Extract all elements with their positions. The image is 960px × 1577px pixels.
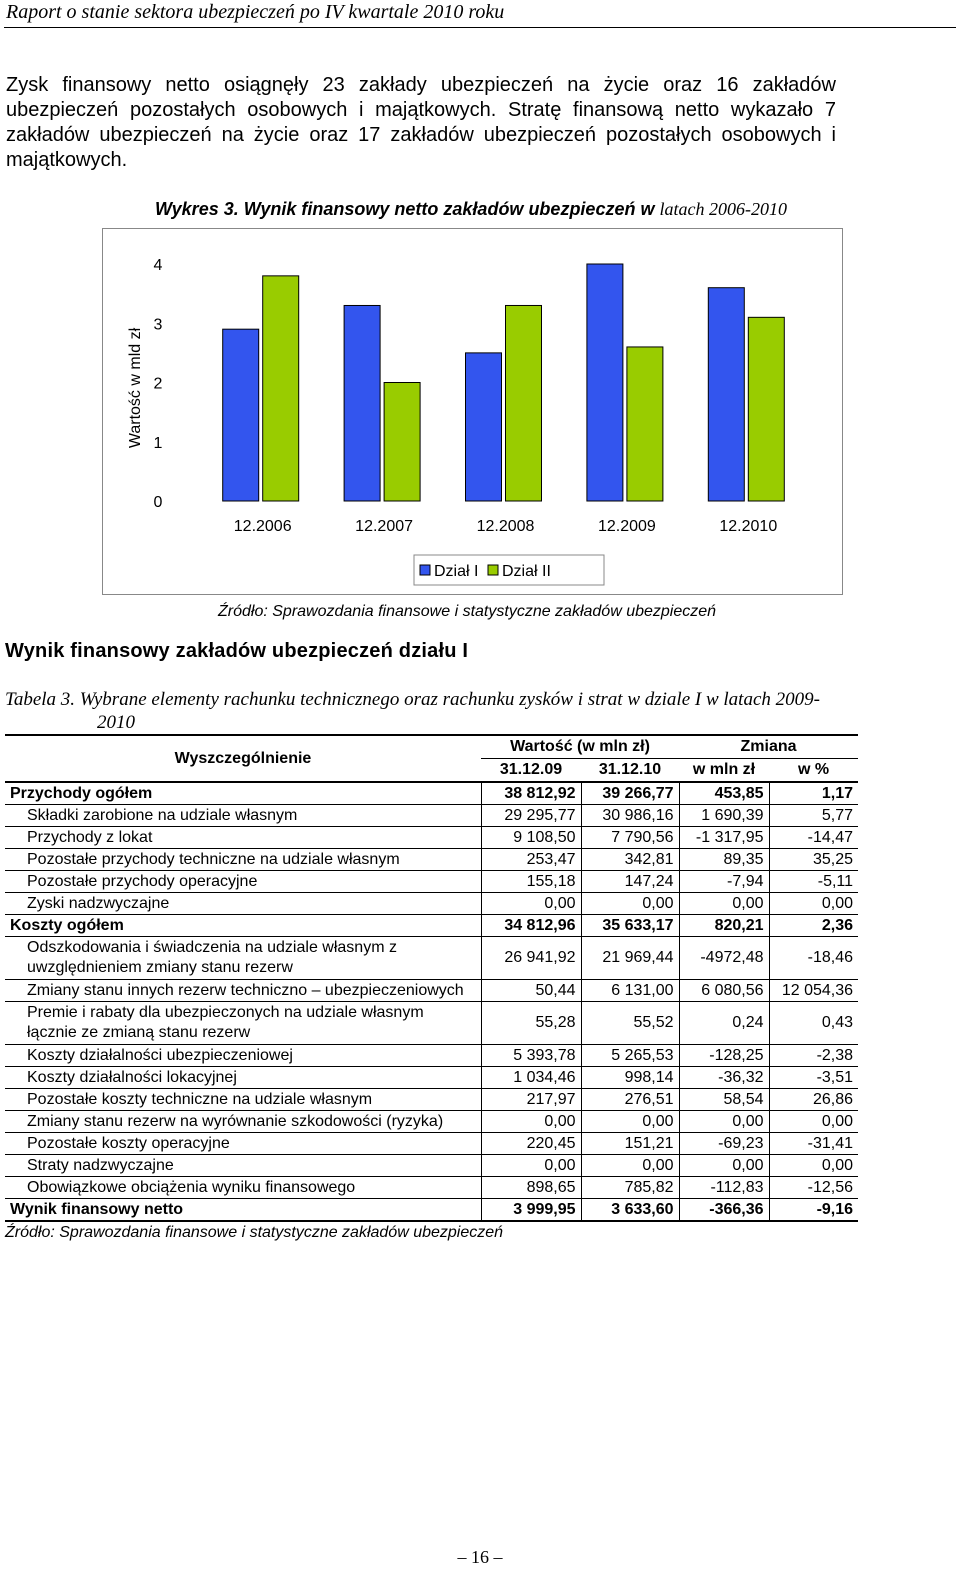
header-col3: w mln zł: [679, 759, 769, 783]
cell-change-mln: 6 080,56: [679, 980, 769, 1002]
cell-change-pct: 2,36: [769, 915, 858, 937]
cell-2010: 0,00: [581, 893, 679, 915]
table-row: [5, 937, 858, 980]
cell-change-mln: -366,36: [679, 1199, 769, 1222]
cell-2010: 30 986,16: [581, 805, 679, 827]
cell-2009: 5 393,78: [481, 1045, 581, 1067]
cell-change-pct: 0,00: [769, 1111, 858, 1133]
financial-table: [5, 734, 858, 1222]
cell-change-pct: 0,00: [769, 893, 858, 915]
table-header-row: [5, 735, 858, 759]
bar-dzial-2: [506, 305, 542, 501]
cell-2009: 898,65: [481, 1177, 581, 1199]
bar-dzial-1: [587, 264, 623, 501]
bar-dzial-1: [223, 329, 259, 501]
cell-change-mln: 89,35: [679, 849, 769, 871]
cell-2010: 0,00: [581, 1155, 679, 1177]
page-number: – 16 –: [457, 1547, 503, 1567]
cell-change-pct: 0,43: [769, 1002, 858, 1045]
bar-dzial-2: [384, 383, 420, 502]
x-tick-label: 12.2006: [233, 518, 292, 535]
bar-dzial-1: [466, 353, 502, 501]
row-label: Premie i rabaty dla ubezpieczonych na udziale własnym łącznie ze zmianą stanu rezerw: [5, 1002, 481, 1045]
table-row: [5, 980, 858, 1002]
cell-change-pct: 12 054,36: [769, 980, 858, 1002]
cell-change-mln: 820,21: [679, 915, 769, 937]
y-tick-label: 4: [153, 257, 163, 274]
cell-change-pct: -3,51: [769, 1067, 858, 1089]
cell-change-pct: -9,16: [769, 1199, 858, 1222]
table-caption: [5, 688, 925, 734]
table-caption-line1: Tabela 3. Wybrane elementy rachunku technicznego oraz rachunku zysków i strat w dziale I w latach 2009-: [5, 689, 820, 710]
x-tick-label: 12.2010: [719, 518, 778, 535]
cell-change-pct: 35,25: [769, 849, 858, 871]
cell-change-pct: -18,46: [769, 937, 858, 980]
cell-2009: 220,45: [481, 1133, 581, 1155]
table-row: [5, 1133, 858, 1155]
row-label: Obowiązkowe obciążenia wyniku finansowego: [5, 1177, 481, 1199]
row-label: Koszty ogółem: [5, 915, 481, 937]
row-label: Pozostałe koszty operacyjne: [5, 1133, 481, 1155]
cell-change-mln: 58,54: [679, 1089, 769, 1111]
cell-2009: 0,00: [481, 1155, 581, 1177]
table-row: [5, 1089, 858, 1111]
table-row: [5, 827, 858, 849]
row-label: Składki zarobione na udziale własnym: [5, 805, 481, 827]
table-row: [5, 782, 858, 805]
cell-change-mln: 453,85: [679, 782, 769, 805]
row-label: Pozostałe koszty techniczne na udziale własnym: [5, 1089, 481, 1111]
cell-change-mln: -4972,48: [679, 937, 769, 980]
row-label: Koszty działalności ubezpieczeniowej: [5, 1045, 481, 1067]
cell-change-mln: -36,32: [679, 1067, 769, 1089]
x-tick-label: 12.2007: [355, 518, 414, 535]
legend-label: Dział II: [502, 563, 551, 580]
bar-dzial-1: [708, 288, 744, 501]
table-row: [5, 915, 858, 937]
header-col1: 31.12.09: [481, 759, 581, 783]
row-label: Zmiany stanu innych rezerw techniczno – ubezpieczeniowych: [5, 980, 481, 1002]
header-col4: w %: [769, 759, 858, 783]
table-caption-line2: 2010: [97, 712, 135, 733]
cell-change-pct: 1,17: [769, 782, 858, 805]
cell-change-mln: -7,94: [679, 871, 769, 893]
chart-caption-suffix: latach 2006-2010: [659, 199, 787, 219]
x-tick-label: 12.2009: [597, 518, 656, 535]
bar-chart: [102, 228, 844, 596]
table-row: [5, 871, 858, 893]
cell-2010: 151,21: [581, 1133, 679, 1155]
cell-change-mln: -1 317,95: [679, 827, 769, 849]
row-label: Pozostałe przychody operacyjne: [5, 871, 481, 893]
cell-2010: 3 633,60: [581, 1199, 679, 1222]
cell-2010: 39 266,77: [581, 782, 679, 805]
table-row: [5, 805, 858, 827]
row-label: Zmiany stanu rezerw na wyrównanie szkodowości (ryzyka): [5, 1111, 481, 1133]
cell-2010: 5 265,53: [581, 1045, 679, 1067]
cell-2009: 155,18: [481, 871, 581, 893]
table-row: [5, 1111, 858, 1133]
cell-2009: 50,44: [481, 980, 581, 1002]
row-label: Wynik finansowy netto: [5, 1199, 481, 1222]
y-tick-label: 3: [153, 316, 163, 334]
running-header: Raport o stanie sektora ubezpieczeń po IV kwartale 2010 roku: [6, 1, 505, 23]
cell-2009: 34 812,96: [481, 915, 581, 937]
cell-change-pct: 0,00: [769, 1155, 858, 1177]
row-label: Przychody z lokat: [5, 827, 481, 849]
cell-change-pct: -31,41: [769, 1133, 858, 1155]
cell-change-mln: -128,25: [679, 1045, 769, 1067]
legend-swatch: [420, 565, 430, 575]
header-spec: Wyszczególnienie: [5, 735, 481, 782]
y-tick-label: 1: [153, 434, 163, 452]
cell-2009: 0,00: [481, 893, 581, 915]
cell-2009: 9 108,50: [481, 827, 581, 849]
cell-2010: 35 633,17: [581, 915, 679, 937]
table-row: [5, 1067, 858, 1089]
cell-change-mln: -69,23: [679, 1133, 769, 1155]
header-rule: [4, 27, 956, 28]
x-tick-label: 12.2008: [476, 518, 535, 535]
cell-2010: 7 790,56: [581, 827, 679, 849]
cell-2010: 785,82: [581, 1177, 679, 1199]
row-label: Straty nadzwyczajne: [5, 1155, 481, 1177]
cell-2010: 55,52: [581, 1002, 679, 1045]
cell-change-mln: 0,24: [679, 1002, 769, 1045]
chart-caption: [155, 198, 787, 220]
table-row: [5, 849, 858, 871]
table-body: [5, 782, 858, 1221]
header-value-group: Wartość (w mln zł): [481, 735, 679, 759]
cell-2010: 998,14: [581, 1067, 679, 1089]
cell-2009: 253,47: [481, 849, 581, 871]
cell-change-pct: 5,77: [769, 805, 858, 827]
legend-label: Dział I: [434, 563, 479, 580]
bar-dzial-2: [627, 347, 663, 501]
bar-dzial-1: [344, 305, 380, 501]
cell-2009: 3 999,95: [481, 1199, 581, 1222]
cell-change-mln: 1 690,39: [679, 805, 769, 827]
cell-2010: 21 969,44: [581, 937, 679, 980]
table-source: Źródło: Sprawozdania finansowe i statystyczne zakładów ubezpieczeń: [5, 1224, 504, 1241]
y-axis-label: Wartość w mld zł: [127, 327, 144, 449]
row-label: Odszkodowania i świadczenia na udziale własnym z uwzględnieniem zmiany stanu rezerw: [5, 937, 481, 980]
cell-2010: 276,51: [581, 1089, 679, 1111]
chart-source: Źródło: Sprawozdania finansowe i statystyczne zakładów ubezpieczeń: [218, 603, 717, 620]
row-label: Pozostałe przychody techniczne na udziale własnym: [5, 849, 481, 871]
cell-change-pct: -12,56: [769, 1177, 858, 1199]
cell-2010: 0,00: [581, 1111, 679, 1133]
table-row: [5, 1155, 858, 1177]
row-label: Koszty działalności lokacyjnej: [5, 1067, 481, 1089]
header-col2: 31.12.10: [581, 759, 679, 783]
y-tick-label: 0: [153, 494, 163, 511]
table-row: [5, 1199, 858, 1222]
cell-2010: 147,24: [581, 871, 679, 893]
bar-dzial-2: [263, 276, 299, 501]
header-change-group: Zmiana: [679, 735, 858, 759]
table-row: [5, 1002, 858, 1045]
cell-change-pct: 26,86: [769, 1089, 858, 1111]
cell-change-pct: -2,38: [769, 1045, 858, 1067]
y-tick-label: 2: [153, 375, 163, 393]
row-label: Przychody ogółem: [5, 782, 481, 805]
cell-change-pct: -14,47: [769, 827, 858, 849]
section-title: Wynik finansowy zakładów ubezpieczeń działu I: [5, 640, 469, 662]
cell-change-mln: -112,83: [679, 1177, 769, 1199]
row-label: Zyski nadzwyczajne: [5, 893, 481, 915]
cell-change-pct: -5,11: [769, 871, 858, 893]
table-row: [5, 893, 858, 915]
cell-2010: 6 131,00: [581, 980, 679, 1002]
cell-2009: 29 295,77: [481, 805, 581, 827]
cell-2009: 55,28: [481, 1002, 581, 1045]
bar-dzial-2: [748, 317, 784, 501]
legend-swatch: [488, 565, 498, 575]
cell-2009: 0,00: [481, 1111, 581, 1133]
cell-2009: 38 812,92: [481, 782, 581, 805]
table-row: [5, 1177, 858, 1199]
cell-2009: 1 034,46: [481, 1067, 581, 1089]
cell-change-mln: 0,00: [679, 1111, 769, 1133]
cell-2009: 217,97: [481, 1089, 581, 1111]
cell-2010: 342,81: [581, 849, 679, 871]
table-row: [5, 1045, 858, 1067]
chart-caption-prefix: Wykres 3. Wynik finansowy netto zakładów ubezpieczeń w: [155, 199, 655, 219]
cell-change-mln: 0,00: [679, 1155, 769, 1177]
cell-change-mln: 0,00: [679, 893, 769, 915]
cell-2009: 26 941,92: [481, 937, 581, 980]
intro-paragraph: Zysk finansowy netto osiągnęły 23 zakłady ubezpieczeń na życie oraz 16 zakładów ubezpieczeń pozostałych osobowych i majątkowych. Stratę finansową netto wykazało 7 zakładów ubezpieczeń na życie oraz 17 zakładów ubezpieczeń pozostałych osobowych i majątkowych.: [6, 74, 836, 171]
